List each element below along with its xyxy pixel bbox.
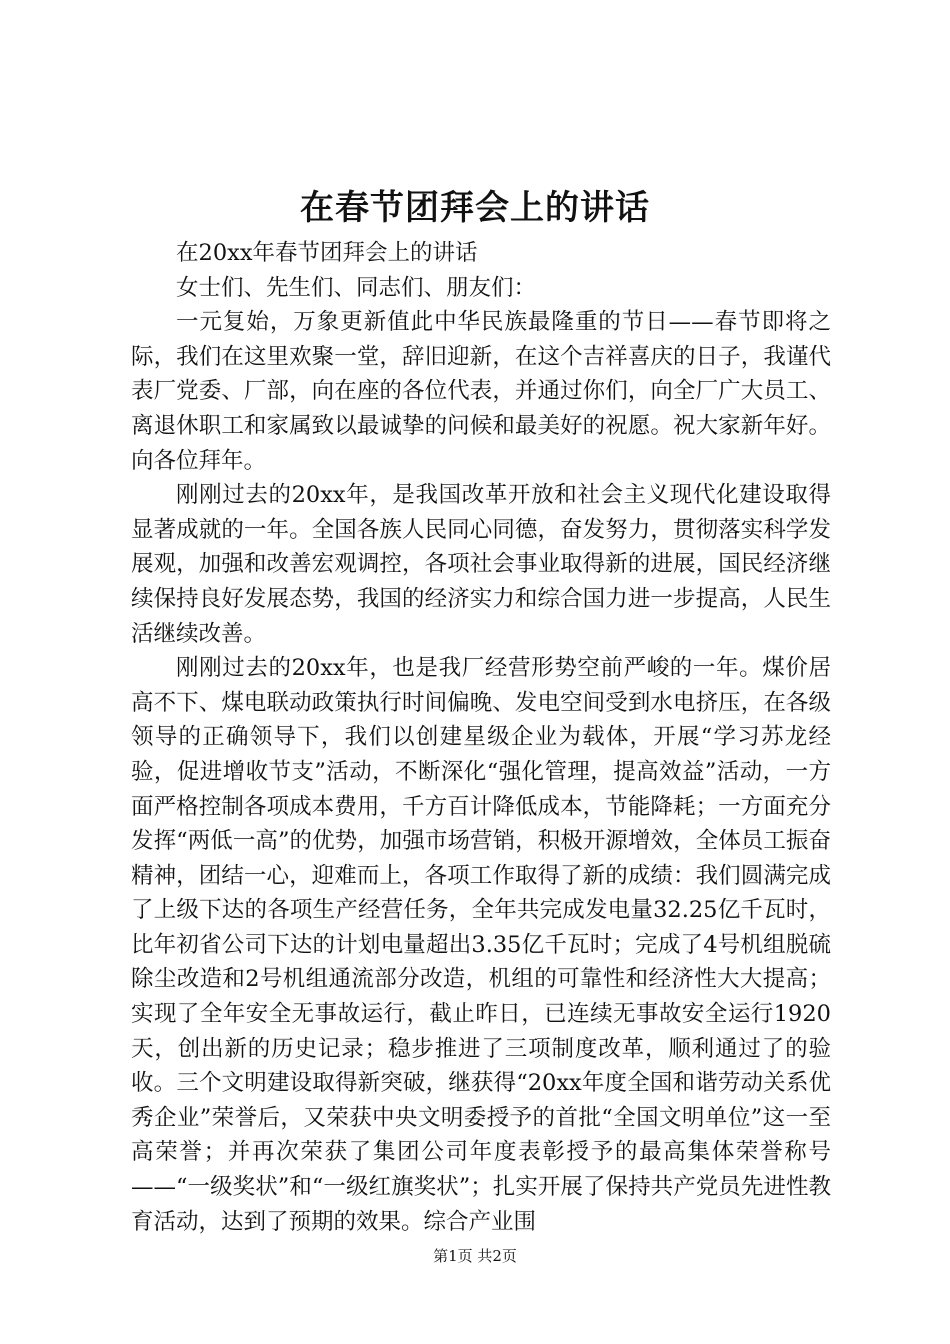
paragraph-factory-review: 刚刚过去的20xx年，也是我厂经营形势空前严峻的一年。煤价居高不下、煤电联动政策执行时间偏晚、发电空间受到水电挤压，在各级领导的正确领导下，我们以创建星级企业为载体，开展“学习苏龙经验，促进增收节支”活动，不断深化“强化管理，提高效益”活动，一方面严格控制各项成本费用，千方百计降低成本，节能降耗；一方面充分发挥“两低一高”的优势，加强市场营销，积极开源增效，全体员工振奋精神，团结一心，迎难而上，各项工作取得了新的成绩：我们圆满完成了上级下达的各项生产经营任务，全年共完成发电量32.25亿千瓦时，比年初省公司下达的计划电量超出3.35亿千瓦时；完成了4号机组脱硫除尘改造和2号机组通流部分改造，机组的可靠性和经济性大大提高；实现了全年安全无事故运行，截止昨日，已连续无事故安全运行1920天，创出新的历史记录；稳步推进了三项制度改革，顺利通过了的验收。三个文明建设取得新突破，继获得“20xx年度全国和谐劳动关系优秀企业”荣誉后，又荣获中央文明委授予的首批“全国文明单位”这一至高荣誉；并再次荣获了集团公司年度表彰授予的最高集体荣誉称号——“一级奖状”和“一级红旗奖状”；扎实开展了保持共产党员先进性教育活动，达到了预期的效果。综合产业围: [131, 655, 831, 1235]
document-body: [131, 236, 831, 1239]
paragraph-greeting: 一元复始，万象更新值此中华民族最隆重的节日——春节即将之际，我们在这里欢聚一堂，辞旧迎新，在这个吉祥喜庆的日子，我谨代表厂党委、厂部，向在座的各位代表，并通过你们，向全厂广大员工、离退休职工和家属致以最诚挚的问候和最美好的祝愿。祝大家新年好。向各位拜年。: [131, 309, 831, 474]
document-title: 在春节团拜会上的讲话: [300, 188, 650, 228]
paragraph-salutation: 女士们、先生们、同志们、朋友们：: [176, 274, 537, 301]
paragraph-national-review: 刚刚过去的20xx年，是我国改革开放和社会主义现代化建设取得显著成就的一年。全国各族人民同心同德，奋发努力，贯彻落实科学发展观，加强和改善宏观调控，各项社会事业取得新的进展，国民经济继续保持良好发展态势，我国的经济实力和综合国力进一步提高，人民生活继续改善。: [131, 482, 831, 647]
page-footer: 第1页 共2页: [433, 1247, 517, 1265]
paragraph-heading: 在20xx年春节团拜会上的讲话: [176, 240, 478, 266]
